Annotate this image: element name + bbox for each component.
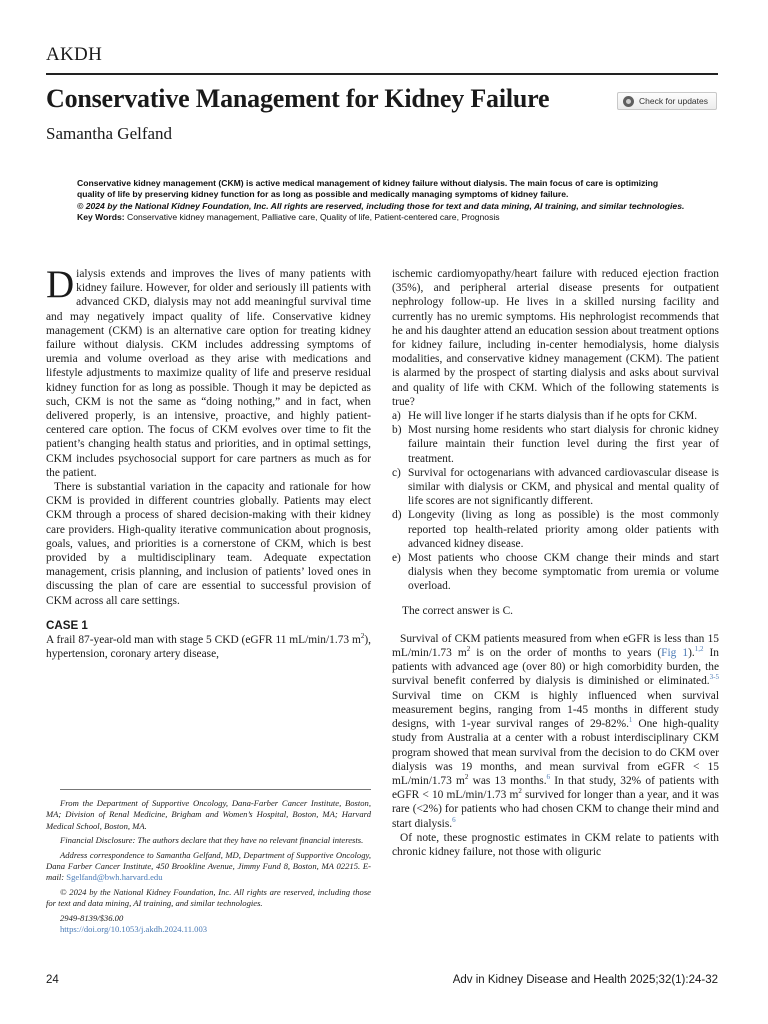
reference-1-2-link[interactable]: 1,2 xyxy=(694,645,704,654)
case-intro xyxy=(46,633,371,661)
option-text: Most patients who choose CKM change their minds and start dialysis when they become symptomatic from uremia or volume overload. xyxy=(408,552,719,593)
intro-text: ialysis extends and improves the lives of many patients with kidney failure. However, for older and seriously ill patients with advanced CKD, dialysis may not add meaningful survival time and may negatively impact quality of life. Conservative kidney management (CKM) is an alternative care option for treating kidney failure without dialysis. CKM includes addressing symptoms of uremia and volume overload as they arise with medications and lifestyle adjustments to maximize quality of life and preserve residual kidney function for as long as possible. Though it may be depicted as such, CKM is not the same as “doing nothing,” and in fact, when delivered properly, is an intensive, proactive, and highly patient-centered care option. The focus of CKM evolves over time to fit the patient’s changing health status and priorities, and in optimal settings, CKM includes psychosocial support for care partners as much as for the patient. xyxy=(46,268,371,479)
survival-text-7: was 13 months. xyxy=(468,774,547,787)
footnotes xyxy=(46,798,371,935)
case-sup: 2 xyxy=(360,632,365,641)
case-text-a: A frail 87-year-old man with stage 5 CKD (eGFR 11 mL/min/1.73 m xyxy=(46,633,361,646)
survival-text-2: is on the order of months to years ( xyxy=(470,647,662,660)
update-icon xyxy=(623,96,634,107)
keywords xyxy=(77,212,687,223)
survival-text-3: ). xyxy=(688,647,695,660)
answer-options xyxy=(392,409,719,594)
figure-1-link[interactable]: Fig 1 xyxy=(661,647,689,660)
article-title: Conservative Management for Kidney Failure xyxy=(46,84,550,113)
keywords-label: Key Words: xyxy=(77,212,125,223)
option-letter: e) xyxy=(392,552,401,565)
option-text: Longevity (living as long as possible) is the most commonly reported top health-related priority among older patients with advanced kidney disease. xyxy=(408,509,719,550)
abstract-text: Conservative kidney management (CKM) is active medical management of kidney failure without dialysis. The main focus of care is optimizing quality of life by preserving kidney function for as long as possible and medically managing symptoms of kidney failure. xyxy=(77,178,659,200)
option-text: Most nursing home residents who start dialysis for chronic kidney failure maintain their function level during the first year of treatment. xyxy=(408,424,719,465)
check-for-updates-button[interactable] xyxy=(617,92,717,110)
left-column xyxy=(46,263,371,661)
check-for-updates-label: Check for updates xyxy=(639,96,708,106)
option-text: Survival for octogenarians with advanced cardiovascular disease is similar with dialysis or CKM, and physical and mental quality of life scores are not significantly different. xyxy=(408,466,719,508)
case-text-b: ), hypertension, coronary artery disease, xyxy=(46,633,371,661)
option-letter: c) xyxy=(392,466,401,479)
doi xyxy=(46,924,371,935)
survival-text-4: In patients with advanced age (over 80) or high comorbidity burden, the survival benefit conferred by dialysis is diminished or eliminated. xyxy=(392,647,719,688)
email-link[interactable]: Sgelfand@bwh.harvard.edu xyxy=(66,872,163,883)
intro-paragraph xyxy=(46,263,371,480)
superscript-2: 2 xyxy=(518,787,522,796)
page-number: 24 xyxy=(46,974,59,986)
survival-paragraph xyxy=(392,632,719,831)
issn: 2949-8139/$36.00 xyxy=(60,912,124,923)
paragraph-variation: There is substantial variation in the capacity and rationale for how CKM is provided in different countries globally. Patients may elect CKM through a process of shared decision-making with their kidney care providers. High-quality iterative communication about prognosis, goals, values, and priorities is a cornerstone of CKM, which is best provided by a multidisciplinary team. Adequate expectation management, crisis planning, and inclusion of patients’ loved ones in discussing the plan of care are essential to successful provision of CKM across all care settings. xyxy=(46,481,371,607)
option-d xyxy=(392,508,719,551)
abstract-copyright: © 2024 by the National Kidney Foundation, Inc. All rights are reserved, including those for text and data mining, AI training, and similar technologies. xyxy=(77,200,685,211)
survival-text-9: survived for longer than a year, and it was rare (<2%) for patients who had chosen CKM to change their mind and start dialysis. xyxy=(392,789,719,830)
footnote-rule xyxy=(60,789,371,790)
financial-disclosure: Financial Disclosure: The authors declare that they have no relevant financial interests. xyxy=(60,835,364,846)
author-name: Samantha Gelfand xyxy=(46,124,173,143)
survival-text-5: Survival time on CKM is highly influenced when survival measurement begins, ranging from 1-45 months in different study designs, with 1-year survival ranges of 29-82%. xyxy=(392,689,719,731)
option-letter: b) xyxy=(392,424,402,437)
correct-answer: The correct answer is C. xyxy=(402,604,514,617)
keywords-list: Conservative kidney management, Palliative care, Quality of life, Patient-centered care, Prognosis xyxy=(126,212,500,223)
doi-link[interactable]: https://doi.org/10.1053/j.akdh.2024.11.003 xyxy=(60,924,208,935)
abstract xyxy=(77,178,687,224)
affiliation: From the Department of Supportive Oncology, Dana-Farber Cancer Institute, Boston, MA; Division of Renal Medicine, Brigham and Women’s Hospital, Boston, MA; Harvard Medical School, Boston, MA. xyxy=(46,798,371,831)
superscript-2: 2 xyxy=(466,645,471,654)
option-letter: a) xyxy=(392,410,401,423)
reference-6-link[interactable]: 6 xyxy=(452,815,456,824)
correspondence xyxy=(46,850,371,884)
reference-3-5-link[interactable]: 3-5 xyxy=(709,673,719,682)
option-e xyxy=(392,551,719,594)
drop-cap: D xyxy=(46,263,75,306)
survival-text-6: One high-quality study from Australia at a center with a robust interdisciplinary CKM program showed that mean survival from the decision to do CKM over dialysis was 19 months, and mean survival from eGFR < 15 mL/min/1.73 m xyxy=(392,718,719,787)
option-c xyxy=(392,466,719,509)
case-heading: CASE 1 xyxy=(46,618,88,632)
option-letter: d) xyxy=(392,509,402,522)
option-b xyxy=(392,423,719,466)
journal-citation: Adv in Kidney Disease and Health 2025;32(1):24-32 xyxy=(452,974,718,986)
option-a xyxy=(392,409,719,423)
note-paragraph: Of note, these prognostic estimates in CKM relate to patients with chronic kidney failure, not those with oliguric xyxy=(392,831,719,858)
header-rule xyxy=(46,73,718,75)
journal-name: AKDH xyxy=(46,44,103,65)
option-text: He will live longer if he starts dialysis than if he opts for CKM. xyxy=(408,410,698,423)
survival-text-8: In that study, 32% of patients with eGFR < 10 mL/min/1.73 m xyxy=(392,774,719,802)
survival-text-1: Survival of CKM patients measured from when eGFR is less than 15 mL/min/1.73 m xyxy=(392,632,719,660)
reference-1-link[interactable]: 1 xyxy=(628,716,633,725)
correspondence-text: Address correspondence to Samantha Gelfand, MD, Department of Supportive Oncology, Dana Farber Cancer Institute, 450 Brookline Avenue, Jimmy Fund 8, Boston, MA 02215. E-mail: xyxy=(46,849,371,883)
reference-6-link[interactable]: 6 xyxy=(546,773,551,782)
superscript-2: 2 xyxy=(464,773,469,782)
footnote-copyright: © 2024 by the National Kidney Foundation, Inc. All rights are reserved, including those for text and data mining, AI training, and similar technologies. xyxy=(46,886,371,909)
right-column xyxy=(392,267,719,859)
case-continued: ischemic cardiomyopathy/heart failure with reduced ejection fraction (35%), and peripheral arterial disease presents for outpatient nephrology follow-up. He lives in a skilled nursing facility and currently has no uremic symptoms. His nephrologist recommends that he and his daughter attend an education session about treatment options for kidney failure, including in-center hemodialysis, home dialysis modalities, and conservative kidney management (CKM). The patient is alarmed by the prospect of starting dialysis and asks about survival and quality of life with CKM. Which of the following statements is true? xyxy=(392,268,719,408)
